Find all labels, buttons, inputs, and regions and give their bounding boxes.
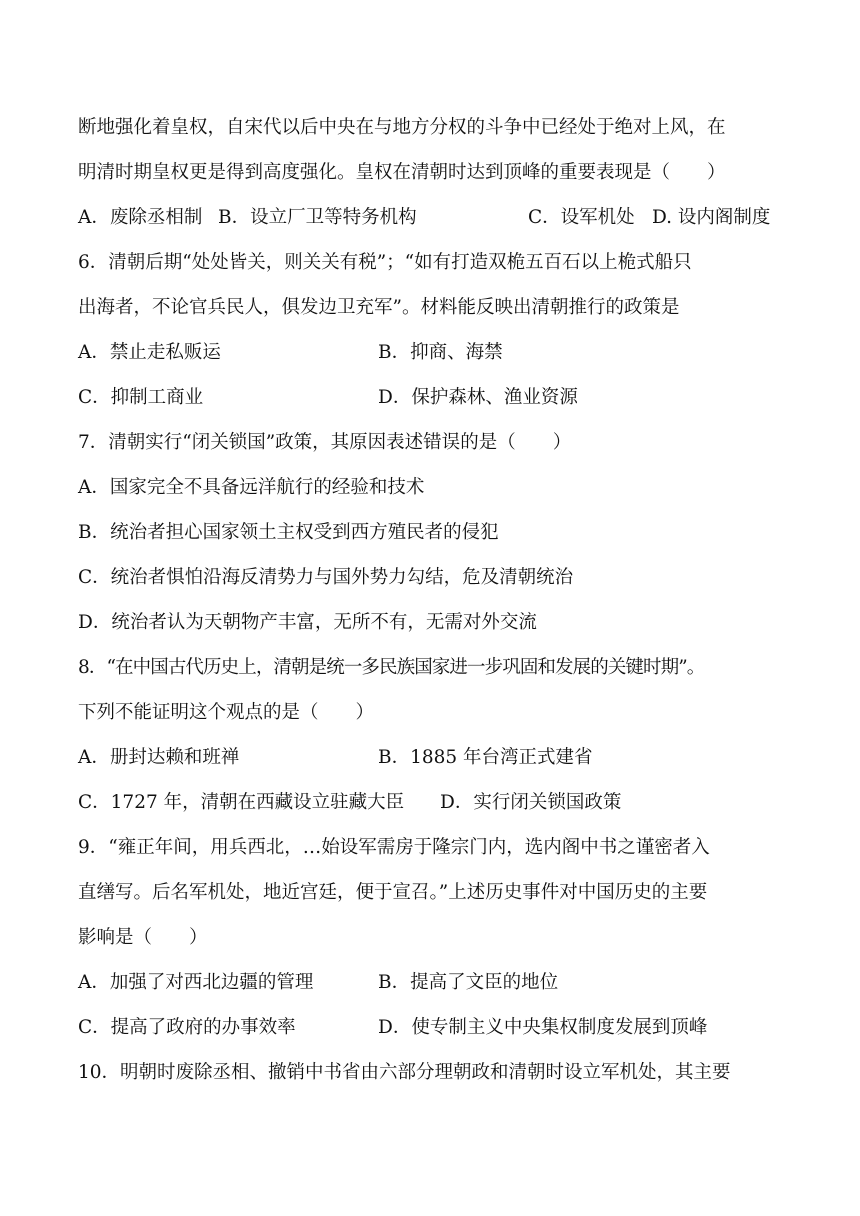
q6-option-b: B．抑商、海禁 <box>378 342 503 363</box>
q6-option-d: D．保护森林、渔业资源 <box>378 387 578 408</box>
q9-option-c: C．提高了政府的办事效率 <box>78 1017 296 1038</box>
q8-option-c: C．1727 年，清朝在西藏设立驻藏大臣 <box>78 792 405 813</box>
q5-option-a: A．废除丞相制 <box>78 207 203 228</box>
q7-stem: 7．清朝实行“闭关锁国”政策，其原因表述错误的是（ ） <box>78 432 572 453</box>
q9-stem-line-2: 直缮写。后名军机处，地近宫廷，便于宣召。”上述历史事件对中国历史的主要 <box>78 882 708 903</box>
q7-option-b: B．统治者担心国家领土主权受到西方殖民者的侵犯 <box>78 522 499 543</box>
q5-option-d: D. 设内阁制度 <box>652 207 771 228</box>
q7-option-a: A．国家完全不具备远洋航行的经验和技术 <box>78 477 425 498</box>
q9-option-a: A．加强了对西北边疆的管理 <box>78 972 314 993</box>
q6-stem-line-2: 出海者，不论官兵民人，俱发边卫充军”。材料能反映出清朝推行的政策是 <box>78 297 680 318</box>
q5-option-b: B．设立厂卫等特务机构 <box>218 207 417 228</box>
q9-stem-line-3: 影响是（ ） <box>78 927 208 948</box>
q8-option-d: D．实行闭关锁国政策 <box>440 792 622 813</box>
q5-option-c: C．设军机处 <box>528 207 635 228</box>
q6-option-a: A．禁止走私贩运 <box>78 342 221 363</box>
q6-option-c: C．抑制工商业 <box>78 387 204 408</box>
passage-line-2: 明清时期皇权更是得到高度强化。皇权在清朝时达到顶峰的重要表现是（ ） <box>78 162 726 183</box>
q9-option-b: B．提高了文臣的地位 <box>378 972 559 993</box>
q7-option-c: C．统治者惧怕沿海反清势力与国外势力勾结，危及清朝统治 <box>78 567 574 588</box>
q8-option-b: B．1885 年台湾正式建省 <box>378 747 593 768</box>
q6-stem-line-1: 6．清朝后期“处处皆关，则关关有税”；“如有打造双桅五百石以上桅式船只 <box>78 252 692 273</box>
q8-option-a: A．册封达赖和班禅 <box>78 747 240 768</box>
q9-stem-line-1: 9．“雍正年间，用兵西北，…始设军需房于隆宗门内，选内阁中书之谨密者入 <box>78 837 710 858</box>
q10-stem-line-1: 10．明朝时废除丞相、撤销中书省由六部分理朝政和清朝时设立军机处，其主要 <box>78 1062 731 1083</box>
q7-option-d: D．统治者认为天朝物产丰富，无所不有，无需对外交流 <box>78 612 537 633</box>
passage-line-1: 断地强化着皇权，自宋代以后中央在与地方分权的斗争中已经处于绝对上风，在 <box>78 117 726 138</box>
q9-option-d: D．使专制主义中央集权制度发展到顶峰 <box>378 1017 708 1038</box>
q8-stem-line-1: 8．“在中国古代历史上，清朝是统一多民族国家进一步巩固和发展的关键时期”。 <box>78 657 705 678</box>
q8-stem-line-2: 下列不能证明这个观点的是（ ） <box>78 702 375 723</box>
